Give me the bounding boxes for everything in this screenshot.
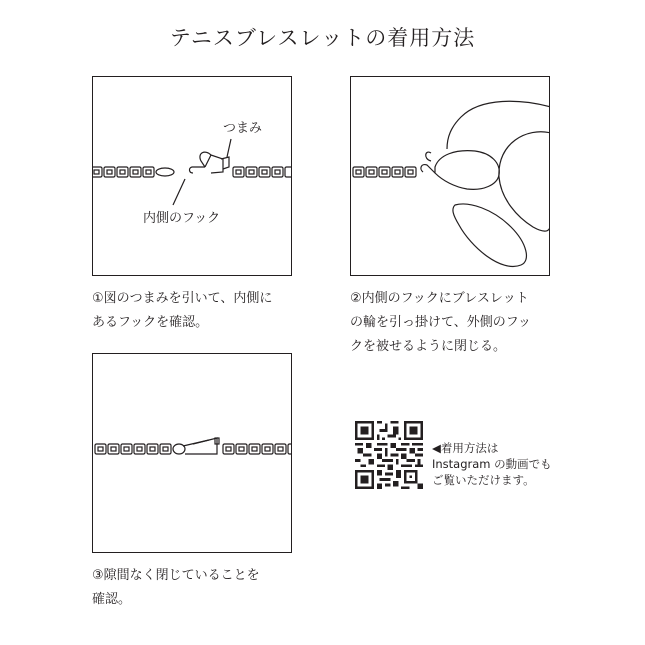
step1-illustration: [92, 76, 292, 276]
step3-caption-line2: 確認。: [92, 592, 132, 607]
step3-caption: [92, 564, 307, 612]
qr-note-line2: Instagram の動画でも: [432, 457, 552, 471]
step3-illustration: [92, 353, 292, 553]
inner-hook-label: 内側のフック: [143, 211, 221, 226]
step1-caption-line1: ①図のつまみを引いて、内側に: [92, 291, 273, 306]
tab-label: つまみ: [223, 121, 263, 136]
step1-bracelet-drawing: [93, 77, 292, 276]
page-title: テニスブレスレットの着用方法: [169, 26, 476, 50]
step1-caption: [92, 287, 307, 335]
step3-caption-line1: ③隙間なく閉じていることを: [92, 568, 260, 583]
qr-note-line1: ◀着用方法は: [432, 441, 499, 455]
step2-caption-line1: ②内側のフックにブレスレット: [350, 291, 529, 306]
step3-closed-clasp-drawing: [93, 354, 292, 553]
step2-caption-line3: クを被せるように閉じる。: [350, 339, 507, 354]
step2-caption-line2: の輪を引っ掛けて、外側のフッ: [350, 315, 531, 330]
step1-caption-line2: あるフックを確認。: [92, 315, 209, 330]
step2-hand-drawing: [351, 77, 550, 276]
instagram-qr-code[interactable]: [355, 421, 423, 489]
qr-note-line3: ご覧いただけます。: [432, 473, 535, 487]
step2-caption: [350, 287, 565, 359]
qr-note: [432, 440, 572, 488]
step2-illustration: [350, 76, 550, 276]
